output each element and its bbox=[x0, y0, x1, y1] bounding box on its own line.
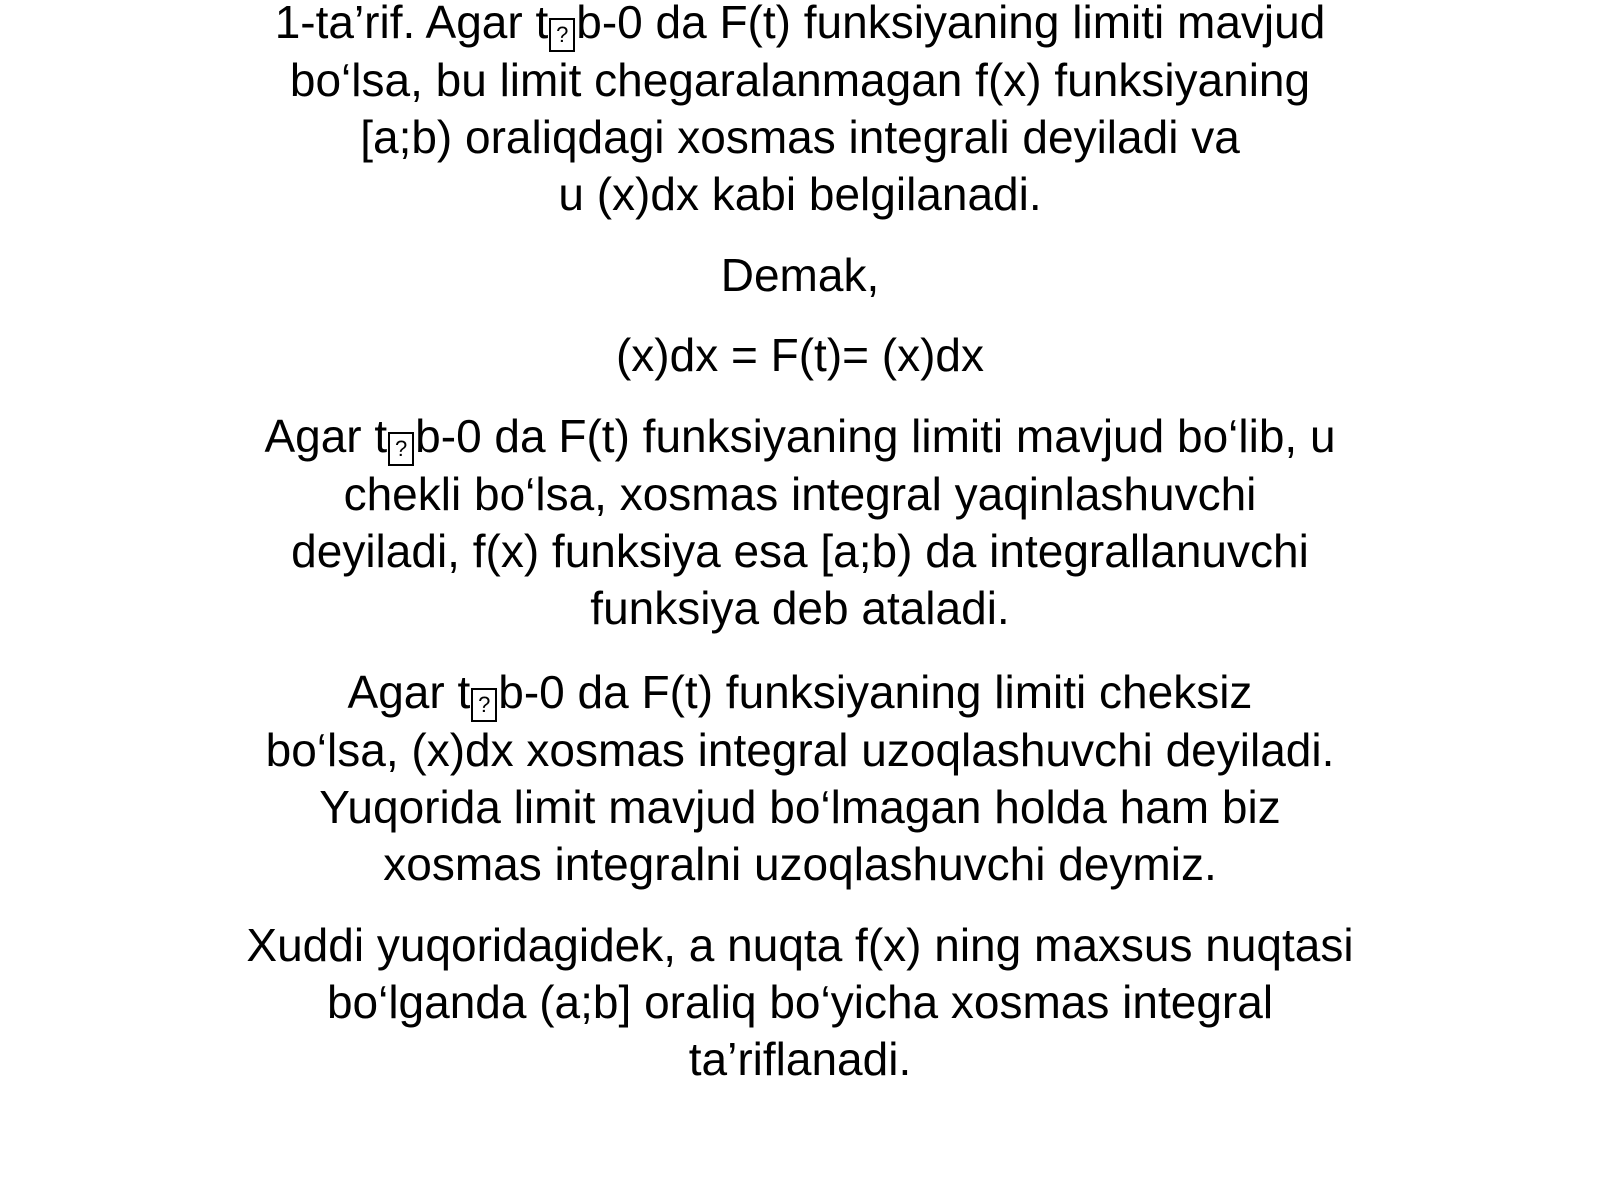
convergent-line-4: funksiya deb ataladi. bbox=[590, 582, 1010, 634]
similar-line-2: bo‘lganda (a;b] oraliq bo‘yicha xosmas integral bbox=[326, 976, 1274, 1028]
similar-paragraph bbox=[150, 917, 1450, 1088]
divergent-paragraph bbox=[150, 664, 1450, 893]
divergent-line-4: xosmas integralni uzoqlashuvchi deymiz. bbox=[383, 838, 1217, 890]
missing-glyph-icon: ? bbox=[549, 18, 575, 52]
definition-line-1: 1-ta’rif. Agar t ? b-0 da F(t) funksiyaning limiti mavjud bbox=[150, 0, 1450, 52]
divergent-line-2: bo‘lsa, (x)dx xosmas integral uzoqlashuvchi deyiladi. bbox=[265, 724, 1335, 776]
convergent-line-2: chekli bo‘lsa, xosmas integral yaqinlashuvchi bbox=[343, 468, 1257, 520]
definition-line-4: u (x)dx kabi belgilanadi. bbox=[558, 168, 1042, 220]
convergent-line-3: deyiladi, f(x) funksiya esa [a;b) da integrallanuvchi bbox=[291, 525, 1309, 577]
convergent-line-1: Agar t ? b-0 da F(t) funksiyaning limiti mavjud bo‘lib, u bbox=[150, 408, 1450, 466]
convergent-paragraph bbox=[150, 408, 1450, 637]
definition-line-2: bo‘lsa, bu limit chegaralanmagan f(x) funksiyaning bbox=[289, 54, 1311, 106]
demak-text: Demak, bbox=[720, 249, 880, 301]
formula-paragraph bbox=[150, 327, 1450, 384]
similar-line-3: ta’riflanadi. bbox=[688, 1033, 912, 1085]
formula-text: (x)dx = F(t)= (x)dx bbox=[615, 329, 985, 381]
divergent-line-1: Agar t ? b-0 da F(t) funksiyaning limiti cheksiz bbox=[150, 664, 1450, 722]
missing-glyph-icon: ? bbox=[471, 688, 497, 722]
demak-paragraph bbox=[150, 247, 1450, 304]
definition-line-3: [a;b) oraliqdagi xosmas integrali deyiladi va bbox=[360, 111, 1240, 163]
missing-glyph-icon: ? bbox=[388, 432, 414, 466]
similar-line-1: Xuddi yuqoridagidek, a nuqta f(x) ning maxsus nuqtasi bbox=[246, 919, 1354, 971]
divergent-line-3: Yuqorida limit mavjud bo‘lmagan holda ham biz bbox=[319, 781, 1281, 833]
definition-paragraph bbox=[150, 0, 1450, 223]
